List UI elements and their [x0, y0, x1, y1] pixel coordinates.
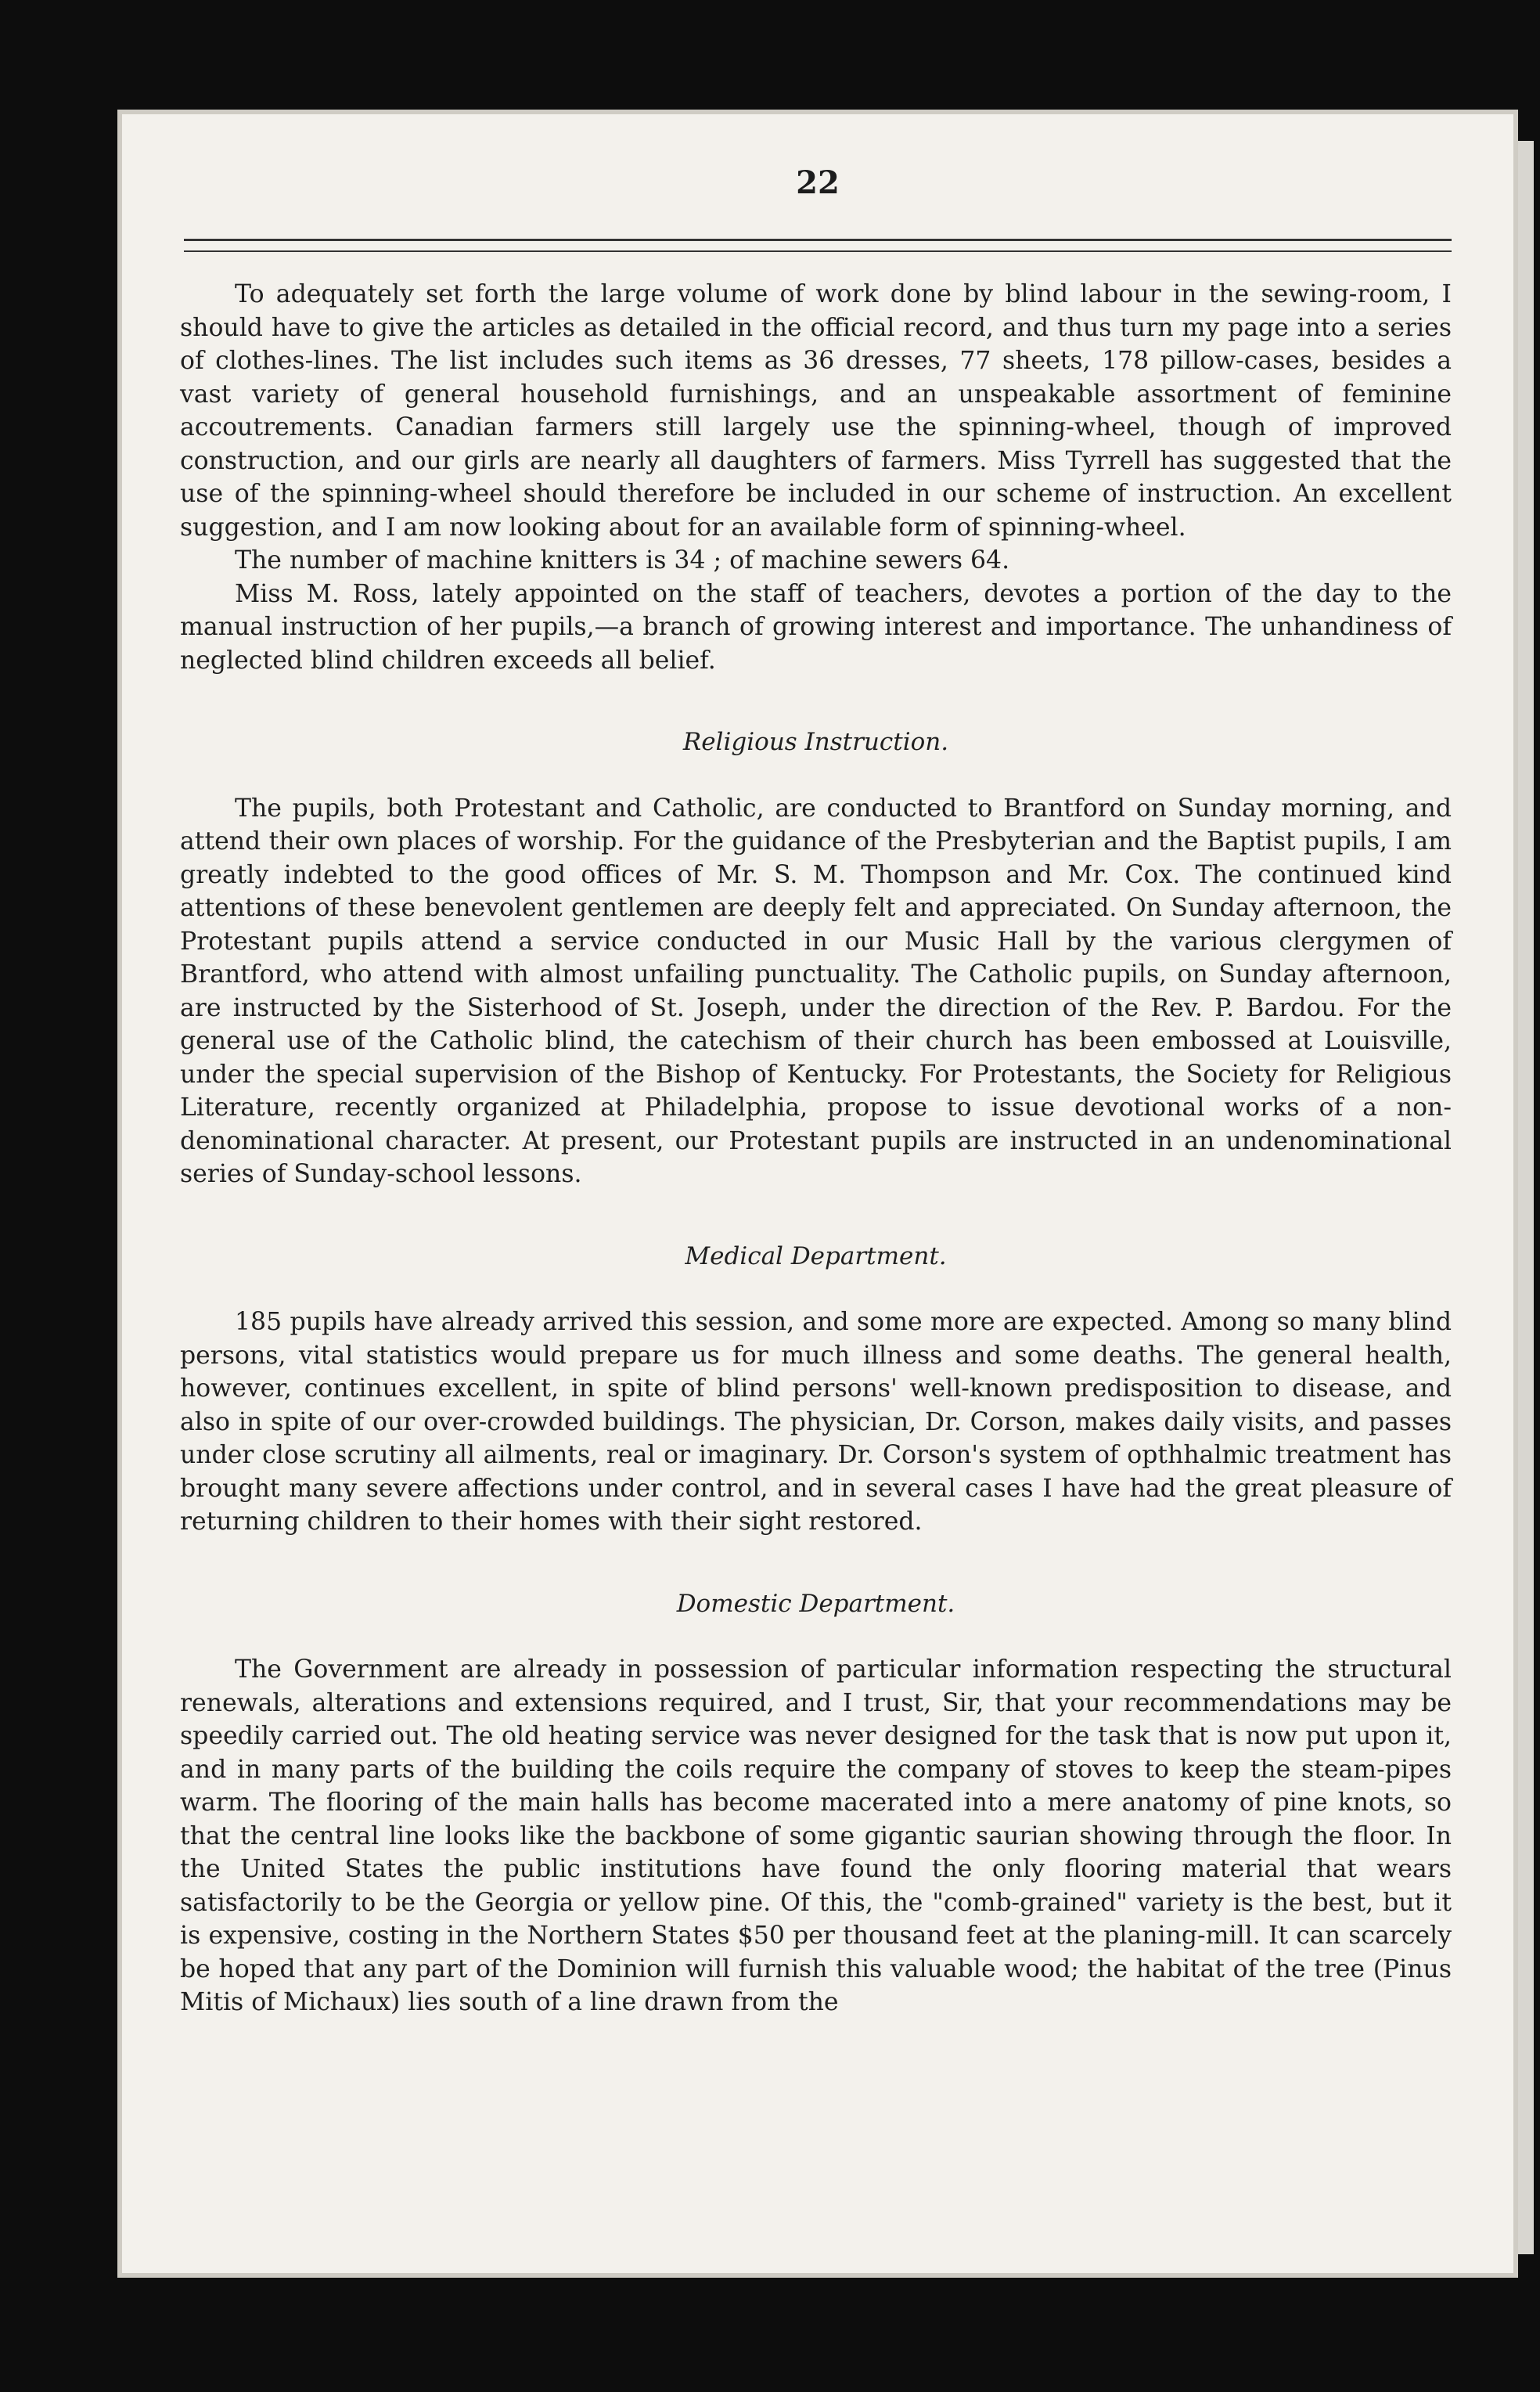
intro-paragraph: To adequately set forth the large volume of work done by blind labour in the sewing-room, I should have to give the articles as detailed in the official record, and thus turn my page into a series of clothes-lines. The list includes such items as 36 dresses, 77 sheets, 178 pillow-cases, besides a vast variety of general household furnishings, and an unspeakable assortment of feminine accoutrements. Canadian farmers still largely use the spinning-wheel, though of improved construction, and our girls are nearly all daughters of farmers. Miss Tyrrell has suggested that the use of the spinning-wheel should therefore be included in our scheme of instruction. An excellent suggestion, and I am now looking about for an available form of spinning-wheel.: [180, 280, 1452, 542]
document-page: [117, 110, 1518, 2278]
section-heading-medical: Medical Department.: [685, 1241, 947, 1270]
intro-paragraph: The number of machine knitters is 34 ; of machine sewers 64.: [235, 546, 1010, 575]
intro-paragraph: Miss M. Ross, lately appointed on the staff of teachers, devotes a portion of the day to the manual instruction of her pupils,—a branch of growing interest and importance. The unhandiness of neglected blind children exceeds all belief.: [180, 579, 1452, 675]
section-heading-religious: Religious Instruction.: [682, 728, 949, 756]
medical-paragraph: 185 pupils have already arrived this session, and some more are expected. Among so many blind persons, vital statistics would prepare us for much illness and some deaths. The general health, however, continues excellent, in spite of blind persons' well-known predisposition to disease, and also in spite of our over-crowded buildings. The physician, Dr. Corson, makes daily visits, and passes under close scrutiny all ailments, real or imaginary. Dr. Corson's system of opthhalmic treatment has brought many severe affections under control, and in several cases I have had the great pleasure of returning children to their homes with their sight restored.: [180, 1308, 1452, 1536]
header-rule: [184, 239, 1452, 241]
domestic-paragraph: The Government are already in possession of particular information respecting the structural renewals, alterations and extensions required, and I trust, Sir, that your recommendations may be speedily carried out. The old heating service was never designed for the task that is now put upon it, and in many parts of the building the coils require the company of stoves to keep the steam-pipes warm. The flooring of the main halls has become macerated into a mere anatomy of pine knots, so that the central line looks like the backbone of some gigantic saurian showing through the floor. In the United States the public institutions have found the only flooring material that wears satisfactorily to be the Georgia or yellow pine. Of this, the "comb-grained" variety is the best, but it is expensive, costing in the Northern States $50 per thousand feet at the planing-mill. It can scarcely be hoped that any part of the Dominion will furnish this valuable wood; the habitat of the tree (Pinus Mitis of Michaux) lies south of a line drawn from the: [180, 1655, 1452, 2016]
section-heading-domestic: Domestic Department.: [676, 1589, 955, 1618]
page-number: 22: [796, 164, 840, 201]
religious-paragraph: The pupils, both Protestant and Catholic, are conducted to Brantford on Sunday morning, and attend their own places of worship. For the guidance of the Presbyterian and the Baptist pupils, I am greatly indebted to the good offices of Mr. S. M. Thompson and Mr. Cox. The continued kind attentions of these benevolent gentlemen are deeply felt and appreciated. On Sunday afternoon, the Protestant pupils attend a service conducted in our Music Hall by the various clergymen of Brantford, who attend with almost unfailing punctuality. The Catholic pupils, on Sunday afternoon, are instructed by the Sisterhood of St. Joseph, under the direction of the Rev. P. Bardou. For the general use of the Catholic blind, the catechism of their church has been embossed at Louisville, under the special supervision of the Bishop of Kentucky. For Protestants, the Society for Religious Literature, recently organized at Philadelphia, propose to issue devotional works of a non-denominational character. At present, our Protestant pupils are instructed in an undenominational series of Sunday-school lessons.: [180, 794, 1452, 1188]
page-content: [180, 278, 1452, 2019]
page-edge: [1518, 141, 1534, 2254]
header-rule-thin: [184, 250, 1452, 252]
